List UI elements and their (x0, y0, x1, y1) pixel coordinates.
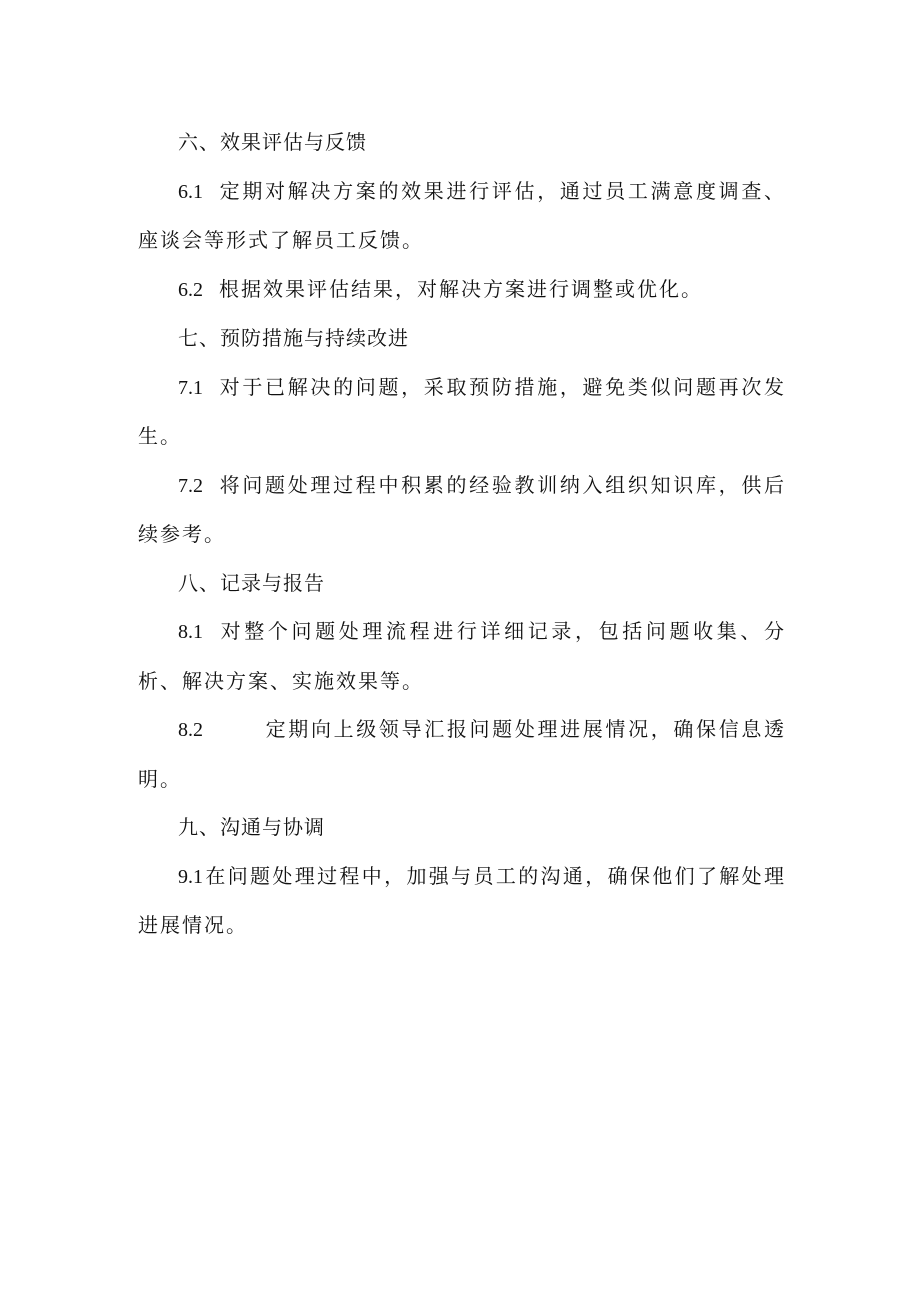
item-9-1 (138, 852, 786, 950)
item-text: 定期对解决方案的效果进行评估，通过员工满意度调查、座谈会等形式了解员工反馈。 (138, 178, 786, 252)
item-text: 定期向上级领导汇报问题处理进展情况，确保信息透明。 (138, 717, 786, 791)
item-8-1 (138, 607, 786, 705)
section-heading-6: 六、效果评估与反馈 (178, 130, 367, 154)
section-heading-8: 八、记录与报告 (178, 570, 325, 595)
item-8-2 (138, 705, 786, 803)
document-body (138, 118, 786, 950)
item-number: 7.2 (178, 474, 203, 497)
item-6-2 (138, 265, 786, 315)
item-number: 8.2 (178, 719, 203, 741)
item-text: 根据效果评估结果，对解决方案进行调整或优化。 (219, 276, 703, 301)
section-heading-9: 九、沟通与协调 (178, 815, 325, 839)
item-7-2 (138, 461, 786, 559)
item-number: 8.1 (178, 621, 203, 643)
item-text: 在问题处理过程中，加强与员工的沟通，确保他们了解处理进展情况。 (138, 863, 786, 937)
item-number: 7.1 (178, 376, 203, 399)
item-text: 将问题处理过程中积累的经验教训纳入组织知识库，供后续参考。 (138, 472, 786, 546)
section-heading-7: 七、预防措施与持续改进 (178, 326, 409, 350)
item-7-1 (138, 363, 786, 461)
item-6-1 (138, 167, 786, 265)
item-number: 6.2 (178, 278, 203, 301)
item-number: 6.1 (178, 180, 203, 203)
item-text: 对于已解决的问题，采取预防措施，避免类似问题再次发生。 (138, 374, 786, 448)
item-number: 9.1 (178, 865, 203, 888)
item-text: 对整个问题处理流程进行详细记录，包括问题收集、分析、解决方案、实施效果等。 (138, 619, 786, 693)
